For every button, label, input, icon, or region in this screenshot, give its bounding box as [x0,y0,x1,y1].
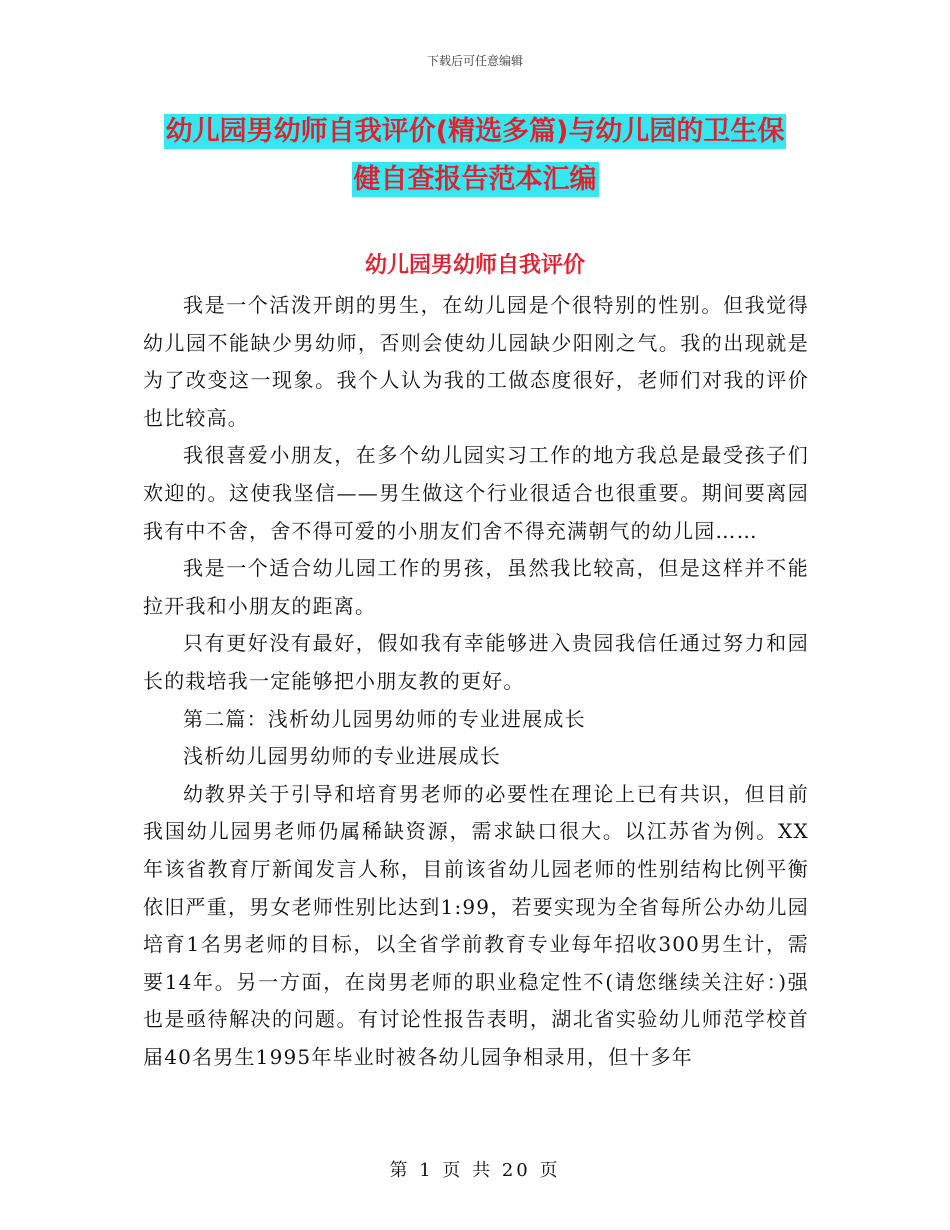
page-header-note: 下载后可任意编辑 [426,54,523,68]
paragraph: 我很喜爱小朋友，在多个幼儿园实习工作的地方我总是最受孩子们欢迎的。这使我坚信——男生做这个行业很适合也很重要。期间要离园我有中不舍，舍不得可爱的小朋友们舍不得充满朝气的幼儿园…… [143,443,809,543]
document-title [120,108,830,204]
paragraph: 只有更好没有最好，假如我有幸能够进入贵园我信任通过努力和园长的栽培我一定能够把小朋友教的更好。 [143,631,809,693]
title-line-2: 健自查报告范本汇编 [353,164,597,195]
paragraph: 我是一个适合幼儿园工作的男孩，虽然我比较高，但是这样并不能拉开我和小朋友的距离。 [143,556,809,618]
paragraph: 第二篇：浅析幼儿园男幼师的专业进展成长 [183,706,586,731]
body-text [143,287,809,1076]
paragraph: 幼教界关于引导和培育男老师的必要性在理论上已有共识，但目前我国幼儿园男老师仍属稀缺资源，需求缺口很大。以江苏省为例。XX年该省教育厅新闻发言人称，目前该省幼儿园老师的性别结构比例平衡依旧严重，男女老师性别比达到1:99，若要实现为全省每所公办幼儿园培育1名男老师的目标，以全省学前教育专业每年招收300男生计，需要14年。另一方面，在岗男老师的职业稳定性不(请您继续关注好：)强也是亟待解决的问题。有讨论性报告表明，湖北省实验幼儿师范学校首届40名男生1995年毕业时被各幼儿园争相录用，但十多年 [143,781,809,1069]
section-heading: 幼儿园男幼师自我评价 [364,253,585,278]
paragraph: 我是一个活泼开朗的男生，在幼儿园是个很特别的性别。但我觉得幼儿园不能缺少男幼师，否则会使幼儿园缺少阳刚之气。我的出现就是为了改变这一现象。我个人认为我的工做态度很好，老师们对我的评价也比较高。 [143,293,809,430]
page-number-footer: 第 1 页 共 20 页 [389,1160,561,1181]
paragraph: 浅析幼儿园男幼师的专业进展成长 [183,744,501,769]
title-line-1: 幼儿园男幼师自我评价(精选多篇)与幼儿园的卫生保 [165,116,785,147]
